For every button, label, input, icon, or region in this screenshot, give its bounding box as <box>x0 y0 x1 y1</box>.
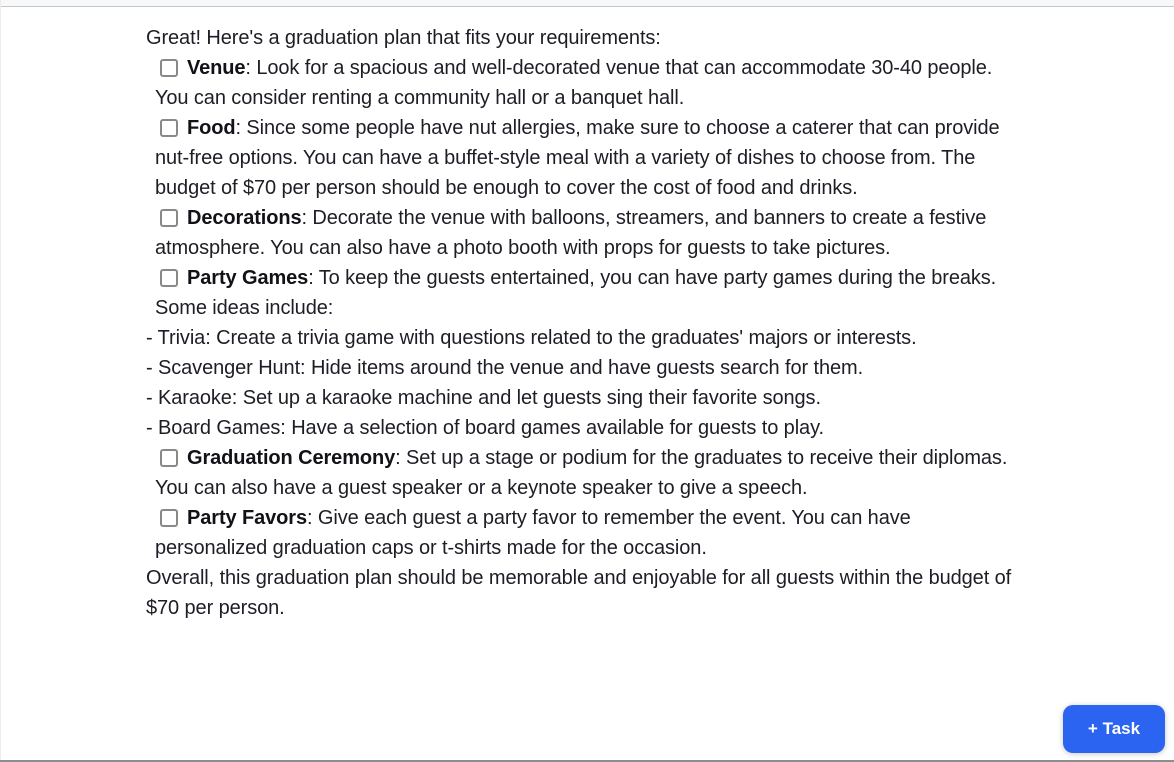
checkbox-icon[interactable] <box>160 209 178 227</box>
checklist-item-venue <box>146 53 1014 113</box>
top-border <box>0 0 1174 7</box>
left-border <box>0 0 1 762</box>
assistant-message <box>146 23 1014 623</box>
checklist-item-party-favors <box>146 503 1014 563</box>
checklist-item-text: : Give each guest a party favor to remember the event. You can have personalized graduation caps or t-shirts made for the occasion. <box>155 507 911 559</box>
checklist-item-party-games <box>146 263 1014 323</box>
checklist-item-graduation-ceremony <box>146 443 1014 503</box>
checklist-item-text: : Decorate the venue with balloons, streamers, and banners to create a festive atmosphere. You can also have a photo booth with props for guests to take pictures. <box>155 207 987 259</box>
bullet-item-scavenger-hunt: - Scavenger Hunt: Hide items around the venue and have guests search for them. <box>146 357 864 379</box>
checklist-item-decorations <box>146 203 1014 263</box>
checklist-item-text: : To keep the guests entertained, you can have party games during the breaks. Some ideas include: <box>155 267 997 319</box>
checklist-item-label: Decorations <box>187 207 302 229</box>
checkbox-icon[interactable] <box>160 269 178 287</box>
bullet-item-karaoke: - Karaoke: Set up a karaoke machine and let guests sing their favorite songs. <box>146 387 821 409</box>
bullet-item-trivia: - Trivia: Create a trivia game with questions related to the graduates' majors or interests. <box>146 327 917 349</box>
checklist-item-food <box>146 113 1014 203</box>
checklist-item-text: : Since some people have nut allergies, make sure to choose a caterer that can provide nut-free options. You can have a buffet-style meal with a variety of dishes to choose from. The budget of $70 per person should be enough to cover the cost of food and drinks. <box>155 117 1000 199</box>
checklist-item-label: Party Favors <box>187 507 307 529</box>
checklist-item-label: Party Games <box>187 267 309 289</box>
bullet-item-board-games: - Board Games: Have a selection of board games available for guests to play. <box>146 417 824 439</box>
checkbox-icon[interactable] <box>160 59 178 77</box>
message-intro: Great! Here's a graduation plan that fits your requirements: <box>146 27 661 49</box>
checkbox-icon[interactable] <box>160 449 178 467</box>
message-outro: Overall, this graduation plan should be memorable and enjoyable for all guests within the budget of $70 per person. <box>146 567 1012 619</box>
checklist-item-text: : Set up a stage or podium for the graduates to receive their diplomas. You can also have a guest speaker or a keynote speaker to give a speech. <box>155 447 1008 499</box>
checkbox-icon[interactable] <box>160 119 178 137</box>
checklist-item-label: Graduation Ceremony <box>187 447 396 469</box>
checklist-item-label: Venue <box>187 57 246 79</box>
checklist-item-label: Food <box>187 117 236 139</box>
checkbox-icon[interactable] <box>160 509 178 527</box>
checklist-item-text: : Look for a spacious and well-decorated venue that can accommodate 30-40 people. You can consider renting a community hall or a banquet hall. <box>155 57 993 109</box>
add-task-button[interactable]: + Task <box>1063 705 1165 753</box>
